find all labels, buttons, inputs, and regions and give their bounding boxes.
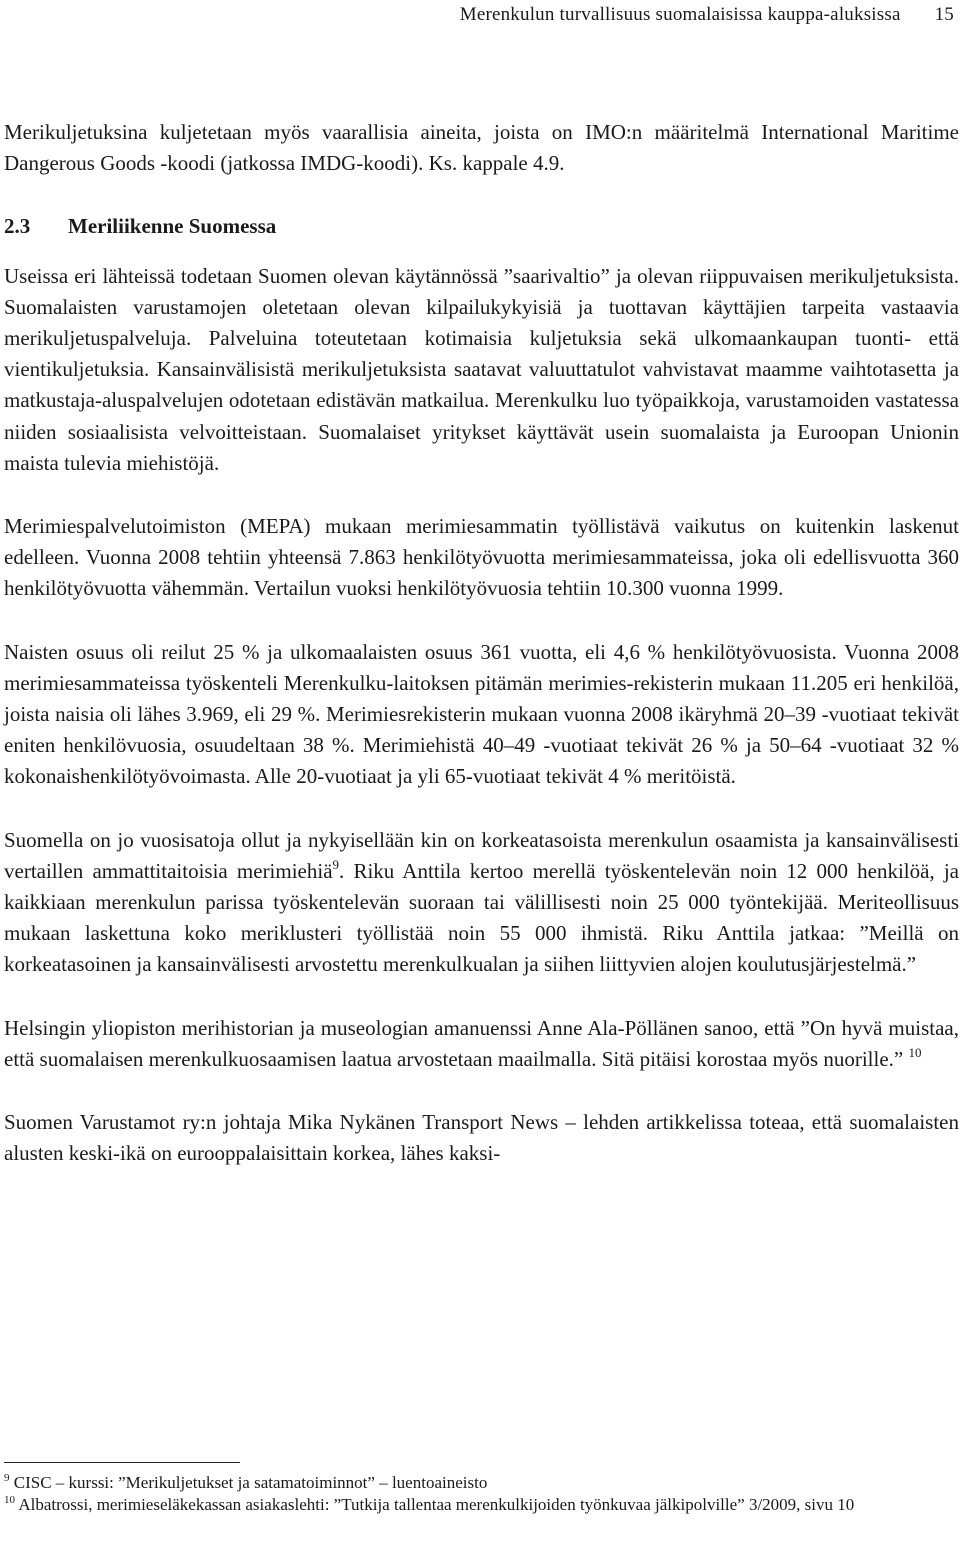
paragraph-helsinki [4,1013,959,1075]
paragraph-helsinki-text: Helsingin yliopiston merihistorian ja museologian amanuenssi Anne Ala-Pöllänen sanoo, että ”On hyvä muistaa, että suomalaisen merenkulkuosaamisen laatua arvostetaan maailmalla. Sitä pitäisi korostaa myös nuorille.” [4,1015,959,1071]
paragraph-expertise [4,825,959,981]
running-title: Merenkulun turvallisuus suomalaisissa kauppa-aluksissa [459,4,901,25]
footnote-text: Albatrossi, merimieseläkekassan asiakaslehti: ”Tutkija tallentaa merenkulkijoiden työnkuvaa jälkipolville” 3/2009, sivu 10 [18,1495,855,1514]
paragraph-expertise-part2: . Riku Anttila kertoo merellä työskentelevän noin 12 000 henkilöä, ja kaikkiaan merenkulun parissa työskentelevän suoraan tai välillisesti noin 25 000 työntekijää. Meriteollisuus mukaan laskettuna koko meriklusteri työllistää noin 55 000 ihmistä. Riku Anttila jatkaa: ”Meillä on korkeatasoinen ja kansainvälisesti arvostettu merenkulkualan ja siihen liittyvien alojen koulutusjärjestelmä.” [4,858,959,977]
paragraph-expertise-part1: Suomella on jo vuosisatoja ollut ja nykyisellään kin on korkeatasoista merenkulun osaamista ja kansainvälisesti vertaillen ammattitaitoisia merimiehiä [4,827,959,883]
footnote-marker: 9 [4,1472,10,1484]
footnote-text: CISC – kurssi: ”Merikuljetukset ja satamatoiminnot” – luentoaineisto [13,1473,488,1492]
footnote-marker: 10 [4,1494,15,1506]
paragraph-imdg: Merikuljetuksina kuljetetaan myös vaarallisia aineita, joista on IMO:n määritelmä International Maritime Dangerous Goods -koodi (jatkossa IMDG-koodi). Ks. kappale 4.9. [4,120,959,176]
footnote-ref-9[interactable]: 9 [332,856,340,872]
page-body [4,117,959,1169]
footnote-ref-10[interactable]: 10 [908,1044,922,1060]
paragraph-shipping: Useissa eri lähteissä todetaan Suomen olevan käytännössä ”saarivaltio” ja olevan riippuvaisen merikuljetuksista. Suomalaisten varustamojen oletetaan olevan kilpailukykyisiä ja tuottavan käyttäjien tarpeita vastaavia merikuljetuspalveluja. Palveluina toteutetaan kotimaisia kuljetuksia sekä ulkomaankaupan tuonti- että vientikuljetuksia. Kansainvälisistä merikuljetuksista saatavat valuuttatulot vahvistavat maamme vaihtotasetta ja matkustaja-aluspalvelujen odotetaan edistävän matkailua. Merenkulku luo työpaikkoja, varustamoiden vastatessa niiden sosiaalisista velvoitteistaan. Suomalaiset yritykset käyttävät usein suomalaista ja Euroopan Unionin maista tulevia miehistöjä. [4,263,959,475]
paragraph-demographics: Naisten osuus oli reilut 25 % ja ulkomaalaisten osuus 361 vuotta, eli 4,6 % henkilötyövuosista. Vuonna 2008 merimiesammateissa työskenteli Merenkulku-laitoksen pitämän merimies-rekisterin mukaan 11.205 eri henkilöä, joista naisia oli lähes 3.969, eli 29 %. Merimiesrekisterin mukaan vuonna 2008 ikäryhmä 20–39 -vuotiaat tekivät eniten henkilövuosia, osuudeltaan 38 %. Merimiehistä 40–49 -vuotiaat tekivät 26 % ja 50–64 -vuotiaat 32 % kokonaishenkilötyövoimasta. Alle 20-vuotiaat ja yli 65-vuotiaat tekivät 4 % meritöistä. [4,639,959,789]
paragraph-varustamot: Suomen Varustamot ry:n johtaja Mika Nykänen Transport News – lehden artikkelissa toteaa, että suomalaisten alusten keski-ikä on eurooppalaisittain korkea, lähes kaksi- [4,1110,959,1166]
paragraph-mepa: Merimiespalvelutoimiston (MEPA) mukaan merimiesammatin työllistävä vaikutus on kuitenkin laskenut edelleen. Vuonna 2008 tehtiin yhteensä 7.863 henkilötyövuotta merimiesammateissa, joka oli edellisvuotta 360 henkilötyövuotta vähemmän. Vertailun vuoksi henkilötyövuosia tehtiin 10.300 vuonna 1999. [4,514,959,601]
footnote-item [4,1494,959,1516]
running-header [460,4,954,26]
page-number: 15 [934,4,954,25]
footnote-item [4,1472,959,1494]
footnote-divider [4,1462,240,1463]
section-title: Meriliikenne Suomessa [68,214,277,239]
footnotes [4,1472,959,1516]
section-number: 2.3 [4,214,31,239]
section-heading [4,211,959,242]
